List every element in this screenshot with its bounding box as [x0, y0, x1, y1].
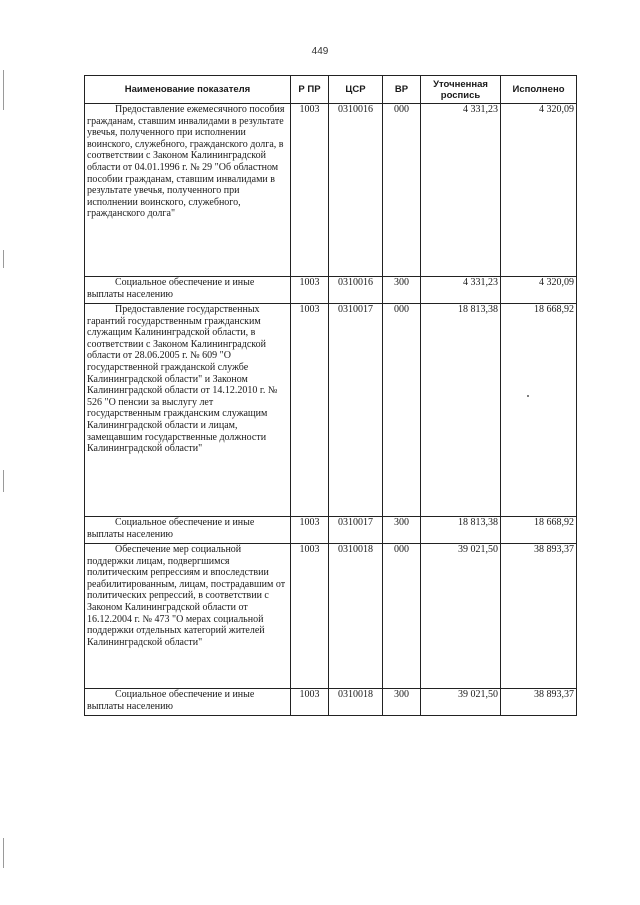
row-name: Социальное обеспечение и иные выплаты населению: [85, 689, 291, 716]
row-vr: 300: [383, 277, 421, 304]
row-vr: 000: [383, 304, 421, 517]
row-name: Социальное обеспечение и иные выплаты населению: [85, 277, 291, 304]
row-vr: 000: [383, 104, 421, 277]
row-planned: 4 331,23: [421, 104, 501, 277]
row-csr: 0310016: [329, 277, 383, 304]
scan-margin-mark: [3, 70, 4, 110]
table-header-row: [85, 76, 577, 104]
row-vr: 300: [383, 689, 421, 716]
budget-execution-table: [84, 75, 577, 716]
row-name: Предоставление государственных гарантий государственным гражданским служащим Калининградской области, в соответствии с Законом Калининградской области от 28.06.2005 г. № 609 "О государственной гражданской службе Калининградской области" и Законом Калининградской области от 14.12.2010 г. № 526 "О пенсии за выслугу лет государственным гражданским служащим Калининградской области и лицам, замещавшим государственные должности Калининградской области": [85, 304, 291, 517]
row-planned: 18 813,38: [421, 304, 501, 517]
scan-margin-mark: [3, 838, 4, 868]
header-rpr: Р ПР: [291, 76, 329, 104]
row-executed: 38 893,37: [501, 544, 577, 689]
scan-margin-mark: [3, 250, 4, 268]
header-csr: ЦСР: [329, 76, 383, 104]
header-planned: Уточненная роспись: [421, 76, 501, 104]
header-name: Наименование показателя: [85, 76, 291, 104]
row-rpr: 1003: [291, 689, 329, 716]
row-executed: 38 893,37: [501, 689, 577, 716]
row-rpr: 1003: [291, 104, 329, 277]
table-row: [85, 517, 577, 544]
row-planned: 39 021,50: [421, 544, 501, 689]
row-rpr: 1003: [291, 277, 329, 304]
row-rpr: 1003: [291, 517, 329, 544]
row-rpr: 1003: [291, 544, 329, 689]
row-executed: 18 668,92: [501, 304, 577, 517]
row-name: Социальное обеспечение и иные выплаты населению: [85, 517, 291, 544]
table-row: [85, 689, 577, 716]
row-csr: 0310017: [329, 304, 383, 517]
row-executed: 18 668,92: [501, 517, 577, 544]
row-executed: 4 320,09: [501, 104, 577, 277]
table-row: [85, 277, 577, 304]
row-rpr: 1003: [291, 304, 329, 517]
row-vr: 000: [383, 544, 421, 689]
page-number: 449: [311, 46, 329, 57]
row-vr: 300: [383, 517, 421, 544]
header-executed: Исполнено: [501, 76, 577, 104]
table-row: [85, 544, 577, 689]
table-row: [85, 104, 577, 277]
row-csr: 0310018: [329, 689, 383, 716]
row-planned: 39 021,50: [421, 689, 501, 716]
row-csr: 0310017: [329, 517, 383, 544]
row-planned: 4 331,23: [421, 277, 501, 304]
row-csr: 0310016: [329, 104, 383, 277]
scan-margin-mark: [3, 470, 4, 492]
row-executed: 4 320,09: [501, 277, 577, 304]
row-name: Предоставление ежемесячного пособия гражданам, ставшим инвалидами в результате увечья, полученного при исполнении воинского, служебного, гражданского долга, в соответствии с Законом Калининградской области от 04.01.1996 г. № 29 "Об областном пособии гражданам, ставшим инвалидами в результате увечья, полученного при исполнении воинского, служебного, гражданского долга": [85, 104, 291, 277]
header-vr: ВР: [383, 76, 421, 104]
row-planned: 18 813,38: [421, 517, 501, 544]
row-name: Обеспечение мер социальной поддержки лицам, подвергшимся политическим репрессиям и впоследствии реабилитированным, лицам, пострадавшим от политических репрессий, в соответствии с Законом Калининградской области от 16.12.2004 г. № 473 "О мерах социальной поддержки отдельных категорий жителей Калининградской области": [85, 544, 291, 689]
table-row: [85, 304, 577, 517]
row-csr: 0310018: [329, 544, 383, 689]
